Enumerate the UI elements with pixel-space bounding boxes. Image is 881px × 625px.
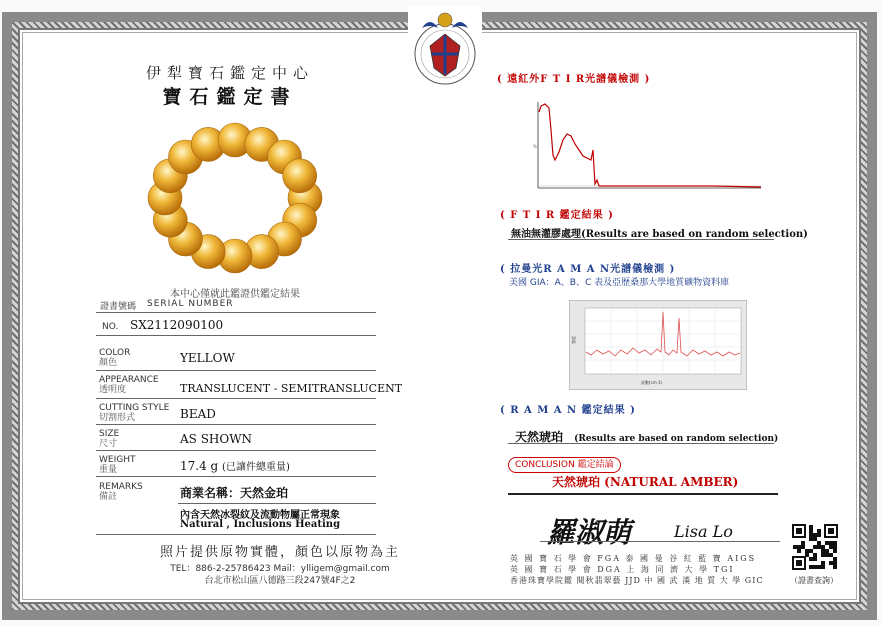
weight-value: 17.4 g [180, 459, 219, 473]
qr-cell [833, 561, 837, 565]
field-label-cn: 切割形式 [99, 413, 136, 423]
svg-text:%: % [533, 144, 537, 149]
qr-cell [821, 549, 825, 553]
qr-cell [829, 541, 833, 545]
qr-cell [809, 565, 813, 569]
qr-cell [813, 553, 817, 557]
ftir-spectrum-chart [533, 100, 763, 194]
qr-cell [793, 545, 797, 549]
certificate-title: 寶石鑑定書 [162, 86, 298, 108]
divider [96, 424, 376, 425]
qr-cell [833, 565, 837, 569]
amber-bracelet-image [140, 118, 330, 278]
divider [178, 503, 376, 504]
field-row-size [99, 429, 119, 449]
divider [508, 239, 774, 240]
qr-cell [825, 541, 829, 545]
disclaimer-note: 本中心僅就此鑑證供鑑定結果 [170, 289, 300, 300]
weight-note: (已讓件總重量) [222, 462, 290, 473]
ftir-heading: ( 遠紅外F T I R光譜儀檢測 ) [497, 74, 651, 85]
divider [96, 398, 376, 399]
qr-cell [797, 545, 801, 549]
raman-result-en: (Results are based on random selection) [574, 434, 779, 444]
field-value-size: AS SHOWN [180, 432, 253, 446]
field-row-appearance [99, 375, 159, 395]
svg-text:強度: 強度 [571, 336, 576, 344]
signature-cn-text: 羅淑萌 [547, 516, 632, 549]
raman-database-note: 美國 GIA：A、B、C 表及亞歷桑那大學地質礦物資料庫 [509, 278, 730, 288]
qr-cell [813, 537, 817, 541]
divider [508, 493, 778, 495]
institute-name: 伊犁寶石鑑定中心 [145, 64, 314, 82]
qr-cell [825, 549, 829, 553]
divider [96, 312, 376, 313]
field-row-cutting [99, 403, 169, 423]
divider [96, 534, 376, 535]
serial-label-en: SERIAL NUMBER [147, 299, 234, 309]
qr-cell [833, 545, 837, 549]
serial-label-cn: 證書號碼 [100, 302, 137, 312]
field-label-cn: 透明度 [99, 385, 127, 395]
field-value-appearance: TRANSLUCENT - SEMITRANSLUCENT [180, 382, 403, 395]
qr-cell [809, 549, 813, 553]
raman-heading: ( 拉曼光R A M A N光譜儀檢測 ) [500, 264, 676, 275]
field-label-cn: 顏色 [99, 358, 118, 368]
qr-cell [817, 541, 821, 545]
qr-cell [821, 553, 825, 557]
qr-cell [829, 553, 833, 557]
field-row-weight [99, 455, 135, 475]
qr-cell [821, 565, 825, 569]
field-row-remarks [99, 482, 143, 502]
signature-cn [545, 510, 665, 550]
remarks-line-en: Natural , Inclusions Heating [180, 519, 341, 530]
qr-cell [813, 565, 817, 569]
field-value-color: YELLOW [180, 351, 235, 365]
ftir-result-heading: ( F T I R 鑑定結果 ) [500, 210, 614, 221]
field-value-weight [180, 458, 290, 473]
qr-cell [809, 529, 813, 533]
field-row-color [99, 348, 130, 368]
divider [96, 476, 376, 477]
serial-number: SX2112090100 [130, 318, 224, 332]
qr-cell [829, 545, 833, 549]
field-label-en: CUTTING STYLE [99, 403, 170, 413]
qr-cell [833, 557, 837, 561]
conclusion-label: CONCLUSION 鑑定結論 [508, 457, 621, 473]
qr-cell [801, 541, 805, 545]
qr-label: （證書查詢） [790, 576, 838, 585]
divider [508, 443, 774, 444]
raman-result-heading: ( R A M A N 鑑定結果 ) [500, 405, 636, 416]
qr-cell [809, 525, 813, 529]
qr-cell [817, 529, 821, 533]
field-label-cn: 重量 [99, 465, 118, 475]
raman-spectrum-chart [569, 300, 747, 390]
divider [96, 450, 376, 451]
qr-cell [813, 545, 817, 549]
signature-en-text: Lisa Lo [674, 522, 733, 541]
qr-cell [809, 537, 813, 541]
divider [96, 335, 376, 336]
association-line: 英 國 寶 石 學 會 FGA 泰 國 曼 谷 紅 藍 寶 AIGS [510, 554, 757, 563]
qr-cell [805, 549, 809, 553]
qr-cell [821, 545, 825, 549]
qr-cell [813, 557, 817, 561]
divider [96, 370, 376, 371]
remarks-line-cn: 內含天然冰裂紋及流動物屬正常現象 [180, 510, 340, 521]
association-line: 英 國 寶 石 學 會 DGA 上 海 同 濟 大 學 TGI [510, 565, 735, 574]
field-label-en: REMARKS [99, 482, 143, 492]
field-value-remarks: 商業名稱：天然金珀 [180, 486, 289, 500]
address: 台北市松山區八德路三段247號4F之2 [204, 576, 356, 586]
conclusion-result: 天然琥珀 (NATURAL AMBER) [552, 475, 739, 489]
field-value-cutting: BEAD [180, 407, 216, 421]
qr-cell [809, 557, 813, 561]
amber-bead [283, 159, 317, 193]
qr-cell [833, 541, 837, 545]
ftir-result: 無油無灌膠處理(Results are based on random selection) [511, 229, 808, 240]
qr-cell [813, 533, 817, 537]
qr-cell [821, 561, 825, 565]
qr-cell [809, 533, 813, 537]
raman-result-cn: 天然琥珀 [515, 430, 564, 444]
field-label-en: WEIGHT [99, 455, 136, 465]
qr-cell [817, 565, 821, 569]
qr-cell [817, 533, 821, 537]
qr-code-icon[interactable] [792, 524, 838, 570]
qr-cell [801, 545, 805, 549]
photo-note: 照片提供原物實體，顏色以原物為主 [159, 545, 400, 560]
field-label-cn: 備註 [99, 492, 118, 502]
association-line: 香港珠寶學院鑑 閱秋翡翠藝 JJD 中 國 武 漢 地 質 大 學 GIC [510, 576, 764, 585]
qr-cell [833, 549, 837, 553]
signature-line [540, 541, 780, 542]
serial-no-label: NO. [102, 322, 119, 332]
field-label-en: APPEARANCE [99, 375, 159, 385]
qr-cell [825, 553, 829, 557]
qr-cell [797, 549, 801, 553]
field-label-cn: 尺寸 [99, 439, 118, 449]
contact-info: TEL：886-2-25786423 Mail：ylligem@gmail.com [170, 564, 390, 574]
qr-cell [829, 561, 833, 565]
field-label-en: COLOR [99, 348, 131, 358]
qr-cell [817, 545, 821, 549]
field-label-en: SIZE [99, 429, 120, 439]
svg-text:波數(cm-1): 波數(cm-1) [641, 380, 663, 385]
